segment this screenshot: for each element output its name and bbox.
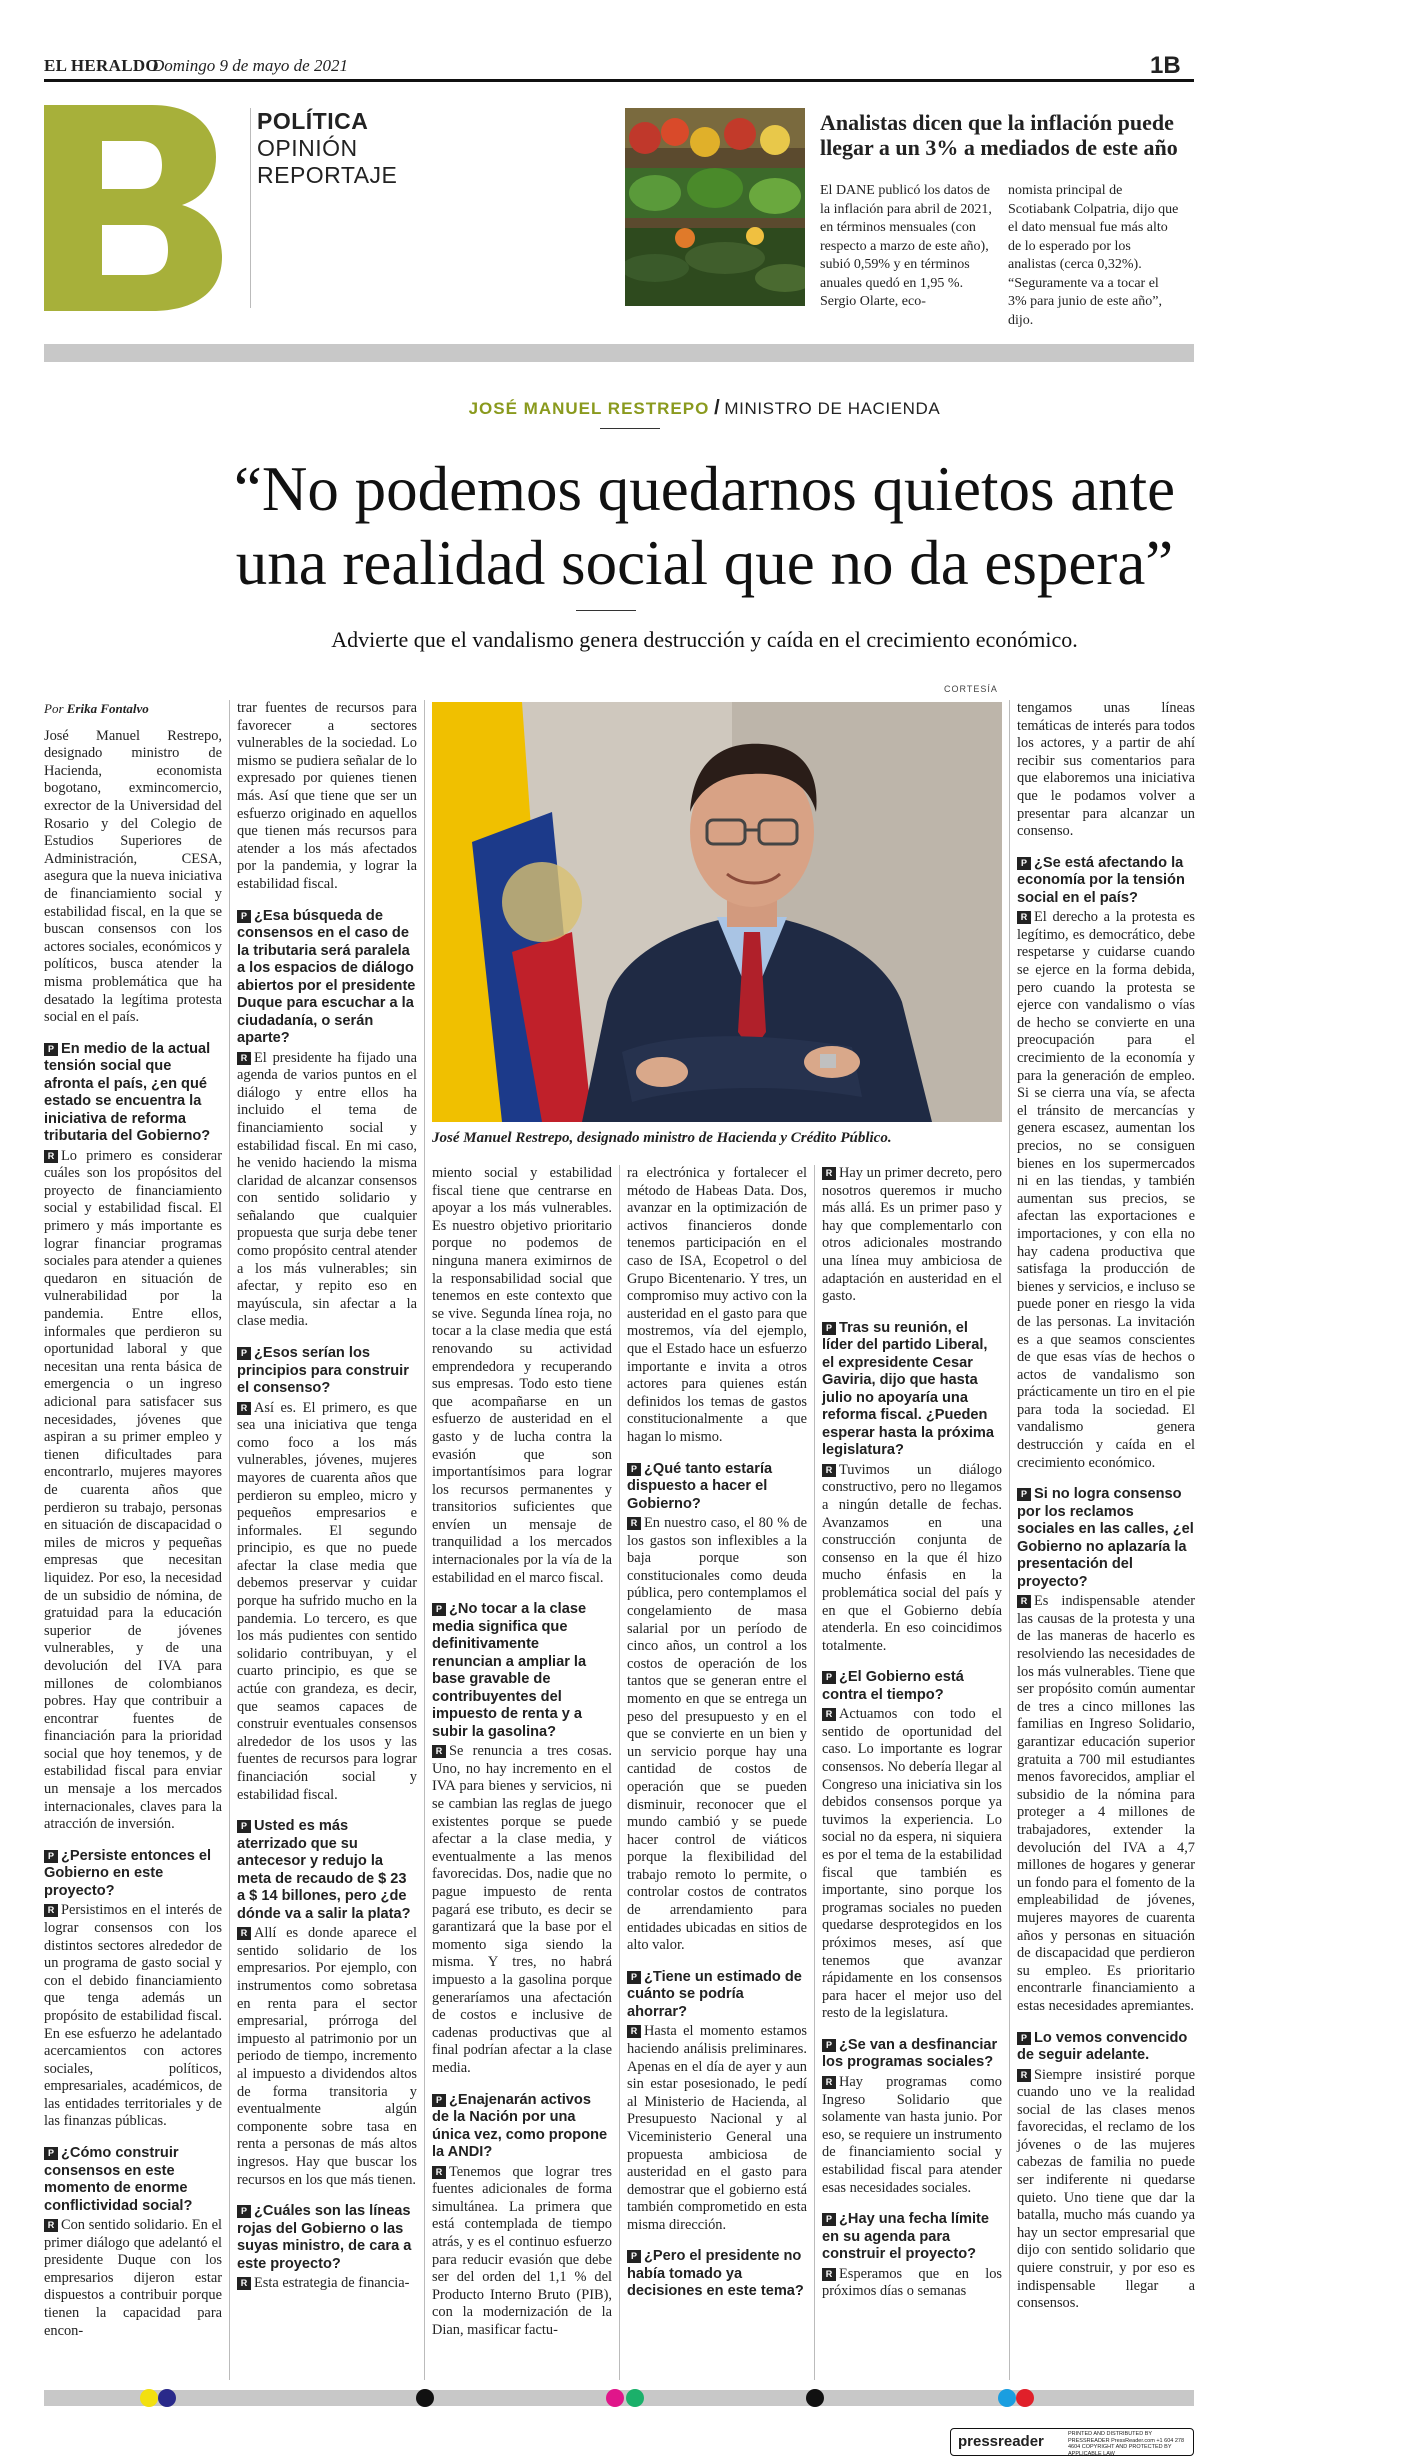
pressreader-logo: pressreader xyxy=(958,2433,1044,2450)
interview-answer xyxy=(822,1462,1002,1656)
headline-rule xyxy=(576,610,636,611)
answer-marker: R xyxy=(1017,2069,1031,2082)
article-column-5 xyxy=(822,1165,1002,2415)
interview-question xyxy=(432,2092,612,2162)
teaser-title[interactable]: Analistas dicen que la inflación puede llegar a un 3% a mediados de este año xyxy=(820,110,1178,160)
interview-question xyxy=(44,1041,222,1146)
article-paragraph xyxy=(627,1165,807,1447)
paragraph-text: ¿Esos serían los principios para construir el consenso? xyxy=(237,1345,409,1397)
answer-marker: R xyxy=(822,2268,836,2281)
paragraph-text: En nuestro caso, el 80 % de los gastos son inflexibles a la baja porque son constitucionales como deuda pública, pero contemplamos el congelamiento de masa salarial por un período de cinco años, un control a los costos de operación de los tantos que se generan entre el momento en que se entrega un peso del presupuesto y en el que se convierte en un bien y un servicio porque hay una cantidad de costos de operación que se pueden disminuir, reconocer que el mundo cambió y se puede hacer control de viáticos porque la flexibilidad del trabajo remoto lo permite, o controlar costos de contratos de arrendamiento para entidades ubicadas en sitios de alto valor. xyxy=(627,1515,807,1954)
paragraph-text: Si no logra consenso por los reclamos sociales en las calles, ¿el Gobierno no aplazaría la presentación del proyecto? xyxy=(1017,1486,1194,1590)
answer-marker: R xyxy=(432,2166,446,2179)
headline-line-1: “No podemos quedarnos quietos ante xyxy=(233,454,1176,524)
interview-question xyxy=(237,1345,417,1398)
interview-answer xyxy=(627,1515,807,1955)
section-opinion[interactable]: OPINIÓN xyxy=(257,135,358,161)
interview-question xyxy=(432,1601,612,1741)
column-rule xyxy=(424,700,425,2380)
interview-answer xyxy=(237,2275,417,2293)
interview-answer xyxy=(822,2266,1002,2301)
byline-rule xyxy=(600,428,660,429)
interview-question xyxy=(627,2248,807,2301)
paragraph-text: Persistimos en el interés de lograr consensos con los distintos sectores alrededor de un programa de gasto social y con el debido financiamiento que tenga además un propósito de estabilidad fiscal. En ese esfuerzo he adelantado acercamientos con actores sociales, políticos, empresariales, académicos, de las entidades territoriales y de las finanzas públicas. xyxy=(44,1902,222,2130)
subhead: Advierte que el vandalismo genera destrucción y caída en el crecimiento económico. xyxy=(331,627,1078,652)
paragraph-text: Tras su reunión, el líder del partido Liberal, el expresidente Cesar Gaviria, dijo que hasta julio no apoyaría una reforma fiscal. ¿Pueden esperar hasta la próxima legislatura? xyxy=(822,1319,994,1459)
answer-marker: R xyxy=(1017,911,1031,924)
paragraph-text: ¿Pero el presidente no había tomado ya decisiones en este tema? xyxy=(627,2248,804,2300)
question-marker: P xyxy=(1017,857,1031,870)
answer-marker: R xyxy=(627,2025,641,2038)
question-marker: P xyxy=(44,1043,58,1056)
interview-answer xyxy=(237,1050,417,1332)
headline-line-2: una realidad social que no da espera” xyxy=(235,528,1174,598)
question-marker: P xyxy=(237,1347,251,1360)
paper-date: Domingo 9 de mayo de 2021 xyxy=(152,56,348,75)
interview-question xyxy=(237,2203,417,2273)
interview-answer xyxy=(1017,909,1195,1472)
article-paragraph xyxy=(1017,700,1195,841)
section-divider xyxy=(44,344,1194,362)
paragraph-text: trar fuentes de recursos para favorecer a sectores vulnerables de la sociedad. Lo mismo se pudiera señalar de lo expresado por quienes tienen más. Así que tiene que ser un esfuerzo originado en aquellos que tienen más recursos para atender a los más afectados por la pandemia, y lograr la estabilidad fiscal. xyxy=(237,700,417,892)
paragraph-text: ¿Cuáles son las líneas rojas del Gobierno o las suyas ministro, de cara a este proyecto? xyxy=(237,2203,412,2272)
interview-answer xyxy=(432,2164,612,2340)
interview-answer xyxy=(237,1400,417,1805)
column-rule xyxy=(619,1165,620,2380)
question-marker: P xyxy=(237,910,251,923)
answer-marker: R xyxy=(237,2277,251,2290)
question-marker: P xyxy=(237,1820,251,1833)
interview-question xyxy=(237,1818,417,1923)
paragraph-text: Lo primero es considerar cuáles son los propósitos del proyecto de financiamiento social y estabilidad fiscal. El primero y más importante es lograr financiar programas sociales para atender a quienes quedaron en situación de vulnerabilidad por la pandemia. Entre ellos, informales que perdieron su oportunidad laboral y que necesitan una renta básica de emergencia o un ingreso adicional para satisfacer sus necesidades, jóvenes que aspiran a su primer empleo y tienen dificultades para encontrarlo, mujeres mayores de cuarenta años que perdieron su trabajo, personas en situación de discapacidad o miles de micros y pequeñas empresas que necesitan liquidez. Por eso, la necesidad de un subsidio de nómina, de gratuidad para la educación superior de jóvenes vulnerables, y de una devolución del IVA para millones de colombianos pobres. Hay que contribuir a encontrar fuentes de financiación para la prioridad social que hoy tenemos, y de estabilidad fiscal para enviar un mensaje a los mercados internacionales, claves para la atracción de inversión. xyxy=(44,1147,222,1833)
interview-answer xyxy=(822,1165,1002,1306)
photo-credit: CORTESÍA xyxy=(944,684,998,694)
paragraph-text: Tuvimos un diálogo constructivo, pero no llegamos a ningún detalle de fechas. Avanzamos en una construcción conjunta de consenso en la que él hizo mucho énfasis en la problemática social del país y en que el Gobierno debía atenderla. En eso coincidimos totalmente. xyxy=(822,1461,1002,1654)
section-reportaje[interactable]: REPORTAJE xyxy=(257,162,398,188)
registration-dot xyxy=(158,2389,176,2407)
question-marker: P xyxy=(822,1322,836,1335)
interview-answer xyxy=(44,2217,222,2340)
answer-marker: R xyxy=(822,1167,836,1180)
interview-question xyxy=(44,1848,222,1901)
paragraph-text: En medio de la actual tensión social que afronta el país, ¿en qué estado se encuentra la iniciativa de reforma tributaria del Gobierno? xyxy=(44,1040,211,1145)
column-rule xyxy=(229,700,230,2380)
question-marker: P xyxy=(1017,1488,1031,1501)
answer-marker: R xyxy=(1017,1595,1031,1608)
paragraph-text: Con sentido solidario. En el primer diálogo que adelantó el presidente Duque con los empresarios dijeron estar dispuestos a contribuir porque tienen la capacidad para encon- xyxy=(44,2217,222,2339)
question-marker: P xyxy=(822,1671,836,1684)
registration-dot xyxy=(416,2389,434,2407)
paragraph-text: Allí es donde aparece el sentido solidario de los empresarios. Por ejemplo, con instrumentos como sobretasa en renta para el sector empresarial, prórroga del impuesto al patrimonio por un periodo de tiempo, incremento al impuesto a dividendos altos de forma transitoria y eventualmente algún componente sobre tasa en renta a personas de más altos ingresos. Hay que buscar los recursos en los que más tienen. xyxy=(237,1925,417,2188)
question-marker: P xyxy=(432,1603,446,1616)
paragraph-text: ¿Se está afectando la economía por la tensión social en el país? xyxy=(1017,854,1185,906)
registration-dot xyxy=(806,2389,824,2407)
author-line: Por Erika Fontalvo xyxy=(44,701,149,716)
teaser-photo[interactable] xyxy=(625,108,805,306)
answer-marker: R xyxy=(432,1745,446,1758)
interview-question xyxy=(822,2037,1002,2072)
paragraph-text: ¿Persiste entonces el Gobierno en este proyecto? xyxy=(44,1847,212,1899)
interview-question xyxy=(44,2145,222,2215)
answer-marker: R xyxy=(822,1464,836,1477)
interview-question xyxy=(822,1669,1002,1704)
paragraph-text: Actuamos con todo el sentido de oportunidad del caso. Lo importante es lograr consensos. No debería llegar al Congreso una iniciativa sin los debidos consensos porque ya tuvimos la experiencia. Lo social no da espera, ni siquiera es por el tema de la estabilidad fiscal que también es importante, sino porque los programas sociales no pueden quedarse desprotegidos en los próximos meses, así que tenemos que avanzar rápidamente en los consensos para hacer el mejor uso del resto de la legislatura. xyxy=(822,1706,1002,2022)
teaser-text-col2: nomista principal de Scotiabank Colpatria, dijo que el dato mensual fue más alto de lo esperado por los analistas (cerca 0,32%). “Seguramente va a tocar el 3% para junio de este año”, dijo. xyxy=(1008,183,1179,328)
article-column-3 xyxy=(432,1165,612,2415)
question-marker: P xyxy=(822,2039,836,2052)
paragraph-text: Tenemos que lograr tres fuentes adicionales de forma simultánea. La primera que está contemplada de tiempo atrás, y es el continuo esfuerzo para reducir evasión que debe ser del orden del 1,1 % del Producto Interno Bruto (PIB), con la modernización de la Dian, masificar factu- xyxy=(432,2163,612,2338)
byline-separator: / xyxy=(714,397,720,419)
question-marker: P xyxy=(627,1463,641,1476)
paragraph-text: Usted es más aterrizado que su antecesor y redujo la meta de recaudo de $ 23 a $ 14 billones, pero ¿de dónde va a salir la plata? xyxy=(237,1818,411,1922)
paragraph-text: tengamos unas líneas temáticas de interés para todos los actores, y a partir de ahí recibir sus comentarios para que elaboremos una iniciativa que le podamos volver a presentar para alcanzar un consenso. xyxy=(1017,700,1195,840)
section-politica[interactable]: POLÍTICA xyxy=(257,108,369,134)
answer-marker: R xyxy=(822,2076,836,2089)
paragraph-text: ¿Qué tanto estaría dispuesto a hacer el Gobierno? xyxy=(627,1460,773,1512)
photo-caption: José Manuel Restrepo, designado ministro de Hacienda y Crédito Público. xyxy=(432,1130,892,1146)
teaser-text-col1: El DANE publicó los datos de la inflación para abril de 2021, en términos mensuales (con respecto a marzo de este año), subió 0,59% y en términos anuales quedó en 1,95 %. Sergio Olarte, eco- xyxy=(820,183,992,309)
answer-marker: R xyxy=(44,2219,58,2232)
interview-question xyxy=(822,1320,1002,1460)
paragraph-text: Siempre insistiré porque cuando uno ve la realidad social de las clases menos favorecidas, el reclamo de los jóvenes o de las mujeres cabezas de familia no puede ser indiferente ni quedarse quieto. Uno tiene que dar la batalla, mucho más cuando ya hay un sector empresarial que dijo con sentido solidario que quiere construir, y por eso es indispensable llegar a consensos. xyxy=(1017,2066,1195,2312)
section-labels xyxy=(250,108,410,308)
question-marker: P xyxy=(627,1971,641,1984)
interview-question xyxy=(1017,855,1195,908)
interview-question xyxy=(237,908,417,1048)
question-marker: P xyxy=(627,2250,641,2263)
paragraph-text: Así es. El primero, es que sea una iniciativa que tenga como foco a los más vulnerables, jóvenes, mujeres mayores de cuarenta años que perdieron su empleo, micro y pequeños empresarios e informales. El segundo principio, es que no puede afectar la clase media que debemos preservar y cuidar porque ha sufrido mucho en la pandemia. Lo tercero, es que los más pudientes con sentido solidario contribuyan, y el cuarto principio, es que se actúe con grandeza, es decir, que seamos capaces de construir eventuales consensos alrededor de los usos y las fuentes de recursos para lograr financiación social y estabilidad fiscal. xyxy=(237,1399,417,1803)
paragraph-text: Se renuncia a tres cosas. Uno, no hay incremento en el IVA para bienes y servicios, ni se cambian las reglas de juego existentes porque se puede afectar a la clase media, y eventualmente a las menos favorecidas. Dos, nadie que no pague impuesto de renta pagará ese tributo, es decir se garantizará que la base por el momento siga siendo la misma. Y tres, no habrá impuesto a la gasolina porque generaríamos una afectación de costos e inclusive de cadenas productivas que al final podrían afectar a la clase media. xyxy=(432,1743,612,2076)
interviewee-role: MINISTRO DE HACIENDA xyxy=(724,399,941,418)
question-marker: P xyxy=(432,2094,446,2107)
paragraph-text: Es indispensable atender las causas de la protesta y una de las maneras de hacerlo es resolviendo las necesidades de los más vulnerables. Tiene que ser propósito común aumentar de tres a cinco millones las familias en Ingreso Solidario, garantizar educación superior gratuita a 700 mil estudiantes menos favorecidos, ampliar el subsidio de la nómina para proteger a 4 millones de trabajadores, extender la devolución del IVA a 4,7 millones de hogares y generar un fondo para el fomento de la empleabilidad de jóvenes, mujeres mayores de cuarenta años y personas en situación de discapacidad que perdieron su empleo. Es prioritario encontrarle financiamiento a estas necesidades apremiantes. xyxy=(1017,1593,1195,2014)
paragraph-text: ¿Tiene un estimado de cuánto se podría ahorrar? xyxy=(627,1968,802,2020)
question-marker: P xyxy=(44,2147,58,2160)
answer-marker: R xyxy=(627,1517,641,1530)
article-column-2 xyxy=(237,700,417,2420)
answer-marker: R xyxy=(822,1708,836,1721)
interview-answer xyxy=(1017,2067,1195,2313)
paragraph-text: Esperamos que en los próximos días o semanas xyxy=(822,2265,1002,2300)
interview-question xyxy=(1017,2030,1195,2065)
registration-dot xyxy=(626,2389,644,2407)
pressreader-text: PRINTED AND DISTRIBUTED BY PRESSREADER PressReader.com +1 604 278 4604 COPYRIGHT AND PROTECTED BY APPLICABLE LAW xyxy=(1068,2431,1185,2457)
paragraph-text: ¿Cómo construir consensos en este momento de enorme conflictividad social? xyxy=(44,2145,193,2214)
article-paragraph xyxy=(432,1165,612,1587)
paragraph-text: ¿Enajenarán activos de la Nación por una única vez, como propone la ANDI? xyxy=(432,2091,608,2161)
answer-marker: R xyxy=(237,1052,251,1065)
question-marker: P xyxy=(44,1850,58,1863)
interviewee-line xyxy=(0,397,1409,420)
paragraph-text: ¿Esa búsqueda de consensos en el caso de la tributaria será paralela a los espacios de diálogo abiertos por el presidente Duque para escuchar a la ciudadanía, o serán aparte? xyxy=(237,907,416,1047)
column-rule xyxy=(814,1165,815,2380)
paragraph-text: José Manuel Restrepo, designado ministro de Hacienda, economista bogotano, exmincomercio, exrector de la Universidad del Rosario y del Colegio de Estudios Superiores de Administración, CESA, asegura que la nueva iniciativa de financiamiento social y estabilidad fiscal, en la que se buscan consensos con los actores sociales, económicos y políticos, busca atender la misma problemática que ha desatado la legítima protesta social en el país. xyxy=(44,727,222,1026)
interview-answer xyxy=(822,2074,1002,2197)
column-rule xyxy=(1009,700,1010,2380)
headline xyxy=(100,452,1309,600)
paragraph-text: Hay un primer decreto, pero nosotros queremos ir mucho más allá. Es un primer paso y hay que complementarlo con otros adicionales mostrando una línea muy ambiciosa de adaptación en austeridad en el gasto. xyxy=(822,1165,1002,1305)
paragraph-text: ra electrónica y fortalecer el método de Habeas Data. Dos, avanzar en la optimización de activos financieros donde tenemos participación en el caso de ISA, Ecopetrol o del Grupo Bicentenario. Y tres, un compromiso muy activo con la austeridad en el gasto para que mostremos, vía del ejemplo, que el Estado hace un esfuerzo importante e invita a otros actores para quienes están definidos los temas de gastos constitucionalmente a que hagan lo mismo. xyxy=(627,1165,807,1445)
paragraph-text: Hasta el momento estamos haciendo análisis preliminares. Apenas en el día de ayer y aun sin estar posesionado, le pedí al Ministerio de Hacienda, al Presupuesto Nacional y al Viceministerio General una propuesta ambiciosa de austeridad en el gasto para demostrar que el gobierno está también comprometido en esta misma dirección. xyxy=(627,2023,807,2233)
registration-dot xyxy=(140,2389,158,2407)
answer-marker: R xyxy=(44,1904,58,1917)
registration-dot xyxy=(606,2389,624,2407)
author-name: Erika Fontalvo xyxy=(66,701,149,716)
paragraph-text: El derecho a la protesta es legítimo, es democrático, debe respetarse y cuidarse cuando se ejerce en la forma debida, pero cuando la protesta se ejerce con vandalismo o vías de hecho se convierte en una preocupación para el crecimiento de la economía y para la generación de empleo. Si se cierra una vía, se afecta el tránsito de mercancías y genera escasez, aumentan los precios, no se consiguen bienes en los supermercados ni en las tiendas, y también aumentan sus precios, se afectan las exportaciones e importaciones, y con ella no hay cadena productiva que satisfaga la producción de bienes y servicios, e incluso se puede poner en riesgo la vida de las personas. La invitación es a que seamos conscientes de que esas vías de hechos o actos de vandalismo son prácticamente un tiro en el pie para toda la sociedad. El vandalismo genera destrucción y caída en el crecimiento económico. xyxy=(1017,909,1195,1471)
interview-answer xyxy=(822,1706,1002,2023)
question-marker: P xyxy=(237,2205,251,2218)
section-letter-logo xyxy=(44,105,222,311)
registration-dot xyxy=(1016,2389,1034,2407)
paragraph-text: ¿Se van a desfinanciar los programas sociales? xyxy=(822,2036,998,2071)
paragraph-text: ¿No tocar a la clase media significa que definitivamente renuncian a ampliar la base gravable de contribuyentes del impuesto de renta y a subir la gasolina? xyxy=(432,1601,587,1740)
paragraph-text: ¿Hay una fecha límite en su agenda para construir el proyecto? xyxy=(822,2211,990,2263)
question-marker: P xyxy=(1017,2032,1031,2045)
paper-name: EL HERALDO xyxy=(44,56,159,75)
interview-question xyxy=(822,2211,1002,2264)
paragraph-text: ¿El Gobierno está contra el tiempo? xyxy=(822,1669,964,1703)
paragraph-text: Lo vemos convencido de seguir adelante. xyxy=(1017,2029,1188,2063)
interviewee-name: JOSÉ MANUEL RESTREPO xyxy=(468,399,710,418)
interview-question xyxy=(627,1969,807,2022)
article-column-1 xyxy=(44,700,222,2420)
portrait-photo xyxy=(432,702,1002,1122)
registration-dot xyxy=(998,2389,1016,2407)
answer-marker: R xyxy=(44,1150,58,1163)
article-column-4 xyxy=(627,1165,807,2415)
paragraph-text: miento social y estabilidad fiscal tiene que centrarse en apoyar a los más vulnerables. Es nuestro objetivo prioritario porque no podemos de ninguna manera eximirnos de la responsabilidad social que tenemos en este contexto que se vive. Segunda línea roja, no tocar a la clase media que está renovando su actividad emprendedora y recuperando sus empresas. Todo esto tiene que acompañarse en un esfuerzo de austeridad en el gasto y de lucha contra la evasión que son importantísimos para lograr los recursos permanentes y transitorios suficientes que envíen un mensaje de tranquilidad a los mercados internacionales por la vía de la estabilidad en el marco fiscal. xyxy=(432,1165,612,1586)
article-column-6 xyxy=(1017,700,1195,2420)
answer-marker: R xyxy=(237,1927,251,1940)
interview-answer xyxy=(432,1743,612,2077)
paragraph-text: Hay programas como Ingreso Solidario que solamente van hasta junio. Por eso, se requiere un instrumento de financiamiento social y estabilidad fiscal para atender esas necesidades sociales. xyxy=(822,2073,1002,2196)
interview-question xyxy=(1017,1486,1195,1591)
paragraph-text: El presidente ha fijado una agenda de varios puntos en el diálogo y entre ellos ha incluido el tema de financiamiento social y estabilidad fiscal. En mi caso, he venido haciendo la misma claridad de alcanzar consensos con sentido solidario y señalando que cualquier propuesta que surja debe tener como propósito central atender a los más vulnerables; sin afectar, y repito eso en mayúscula, sin afectar a la clase media. xyxy=(237,1049,417,1330)
article-paragraph xyxy=(237,700,417,894)
interview-answer xyxy=(44,1902,222,2131)
question-marker: P xyxy=(822,2213,836,2226)
interview-answer xyxy=(237,1925,417,2189)
page-number: 1B xyxy=(1150,52,1181,79)
article-paragraph xyxy=(44,728,222,1027)
paragraph-text: Esta estrategia de financia- xyxy=(254,2275,410,2292)
answer-marker: R xyxy=(237,1402,251,1415)
interview-answer xyxy=(44,1148,222,1834)
interview-question xyxy=(627,1461,807,1514)
interview-answer xyxy=(627,2023,807,2234)
interview-answer xyxy=(1017,1593,1195,2015)
